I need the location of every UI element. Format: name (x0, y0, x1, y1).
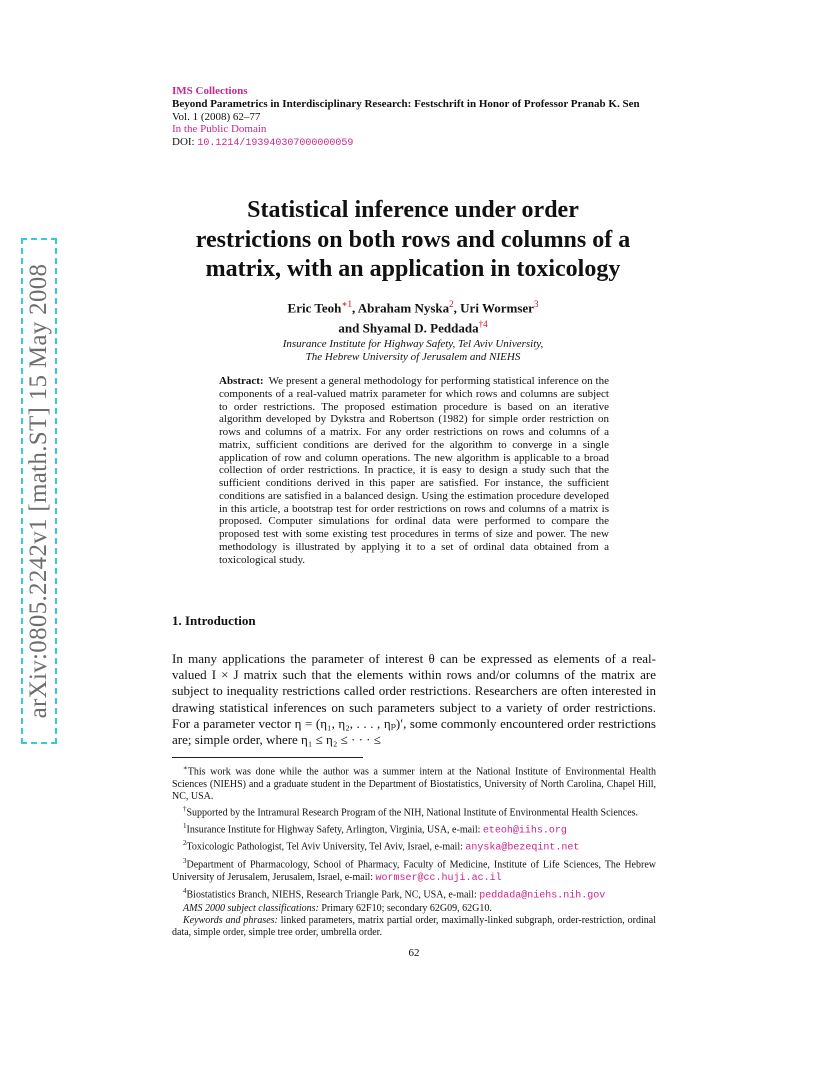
doi-line (172, 136, 662, 151)
author-list (172, 296, 654, 337)
intro-paragraph: In many applications the parameter of interest θ can be expressed as elements of a real-valued I × J matrix such that the elements within rows and/or columns of the matrix are subject to inequality restrictions called order restrictions. Researchers are often interested in drawing statistical inferences on such parameters subject to a variety of order restrictions. For a parameter vector η = (η₁, η₂, . . . , ηₚ)′, some commonly encountered order restrictions are; simple order, where η₁ ≤ η₂ ≤ · · · ≤ (172, 651, 656, 748)
author-name: Eric Teoh (287, 300, 342, 316)
keywords-label: Keywords and phrases: (183, 914, 278, 926)
author-name: , Abraham Nyska (352, 300, 450, 316)
ams-label: AMS 2000 subject classifications: (183, 902, 319, 914)
ams-codes: Primary 62F10; secondary 62G09, 62G10. (318, 902, 492, 914)
footnote-mark: 4 (183, 887, 187, 896)
footnote-text: Biostatistics Branch, NIEHS, Research Triangle Park, NC, USA, e-mail: (186, 889, 480, 901)
abstract-text: We present a general methodology for performing statistical inference on the components of a real-valued matrix parameter for which rows and columns are subject to order restrictions. The proposed estimation procedure is based on an iterative algorithm developed by Dykstra and Robertson (1982) for simple order restriction on rows and columns of a matrix. For any order restrictions on rows and columns of a matrix, sufficient conditions are derived for the algorithm to converge in a single application of row and column operations. The new algorithm is applicable to a broad collection of order restrictions. In practice, it is easy to design a study such that the sufficient conditions derived in this paper are satisfied. For instance, the sufficient conditions are satisfied in a balanced design. Using the estimation procedure developed in this article, a bootstrap test for order restrictions on rows and columns of a matrix is proposed. Computer simulations for ordinal data were performed to compare the proposed test with some existing test procedures in terms of size and power. The new methodology is illustrated by applying it to a set of ordinal data obtained from a toxicological study. (219, 375, 609, 566)
footnote-mark: † (183, 805, 187, 814)
footnote (172, 762, 656, 803)
footnote-text: This work was done while the author was a summer intern at the National Institute of Environmental Health Sciences (NIEHS) and a graduate student in the Department of Biostatistics, University of North Carolina, Chapel Hill, NC, USA. (172, 766, 656, 802)
footnote (172, 885, 656, 903)
footnote-marker[interactable]: †4 (478, 319, 488, 330)
footnotes (172, 762, 656, 940)
abstract-label: Abstract: (219, 375, 264, 387)
footnote-mark: 1 (183, 821, 187, 830)
page-number: 62 (408, 947, 420, 959)
author-line-2 (172, 316, 654, 336)
collection-name[interactable]: IMS Collections (172, 85, 248, 97)
arxiv-identifier[interactable]: arXiv:0805.2242v1 [math.ST] 15 May 2008 (25, 263, 52, 719)
email-link[interactable]: wormser@cc.huji.ac.il (375, 872, 502, 884)
public-domain-link[interactable]: In the Public Domain (172, 123, 267, 136)
affiliation-line: The Hebrew University of Jerusalem and NIEHS (305, 350, 521, 363)
footnote-mark: ∗ (183, 764, 188, 772)
footnote-text: Toxicologic Pathologist, Tel Aviv University, Tel Aviv, Israel, e-mail: (186, 841, 466, 853)
footnote-rule (172, 757, 363, 758)
title-line: restrictions on both rows and columns of a (195, 226, 631, 253)
section-heading: 1. Introduction (172, 613, 256, 628)
affiliation-line: Insurance Institute for Highway Safety, Tel Aviv University, (282, 338, 544, 350)
author-line-1 (172, 296, 654, 316)
footnote (172, 837, 656, 855)
author-name: , Uri Wormser (453, 300, 534, 316)
doi-link[interactable]: 10.1214/193940307000000059 (197, 138, 354, 150)
email-link[interactable]: peddada@niehs.nih.gov (479, 890, 606, 902)
book-title: Beyond Parametrics in Interdisciplinary Research: Festschrift in Honor of Professor Pranab K. Sen (172, 97, 640, 110)
abstract (219, 375, 609, 566)
volume-info: Vol. 1 (2008) 62–77 (172, 110, 261, 123)
footnote-marker[interactable]: ∗1 (341, 299, 352, 309)
paper-title (160, 196, 666, 285)
author-name: and Shyamal D. Peddada (338, 320, 479, 336)
doi-label: DOI: (172, 136, 198, 149)
footnote-text: Insurance Institute for Highway Safety, Arlington, Virginia, USA, e-mail: (186, 824, 483, 836)
footnote (172, 803, 656, 820)
footnote (172, 820, 656, 838)
footnote-text: Supported by the Intramural Research Program of the NIH, National Institute of Environmental Health Sciences. (186, 807, 639, 819)
footnote (172, 855, 656, 885)
email-link[interactable]: eteoh@iihs.org (482, 825, 567, 837)
footnote-text: Department of Pharmacology, School of Pharmacy, Faculty of Medicine, Institute of Life Sciences, The Hebrew University of Jerusalem, Jerusalem, Israel, e-mail: (172, 859, 656, 883)
journal-header (172, 85, 662, 151)
footnote-marker[interactable]: 3 (533, 299, 539, 309)
email-link[interactable]: anyska@bezeqint.net (465, 842, 580, 854)
footnote-marker[interactable]: 2 (449, 299, 454, 309)
keywords-text: linked parameters, matrix partial order, maximally-linked subgraph, order-restriction, ordinal data, simple order, simple tree order, umbrella order. (172, 914, 656, 939)
keywords (172, 915, 656, 940)
footnote-mark: 3 (183, 857, 187, 866)
footnote-mark: 2 (183, 839, 187, 848)
title-line: Statistical inference under order (247, 197, 579, 223)
ams-classification (172, 903, 656, 915)
title-line: matrix, with an application in toxicology (205, 256, 621, 282)
affiliations (172, 338, 654, 363)
